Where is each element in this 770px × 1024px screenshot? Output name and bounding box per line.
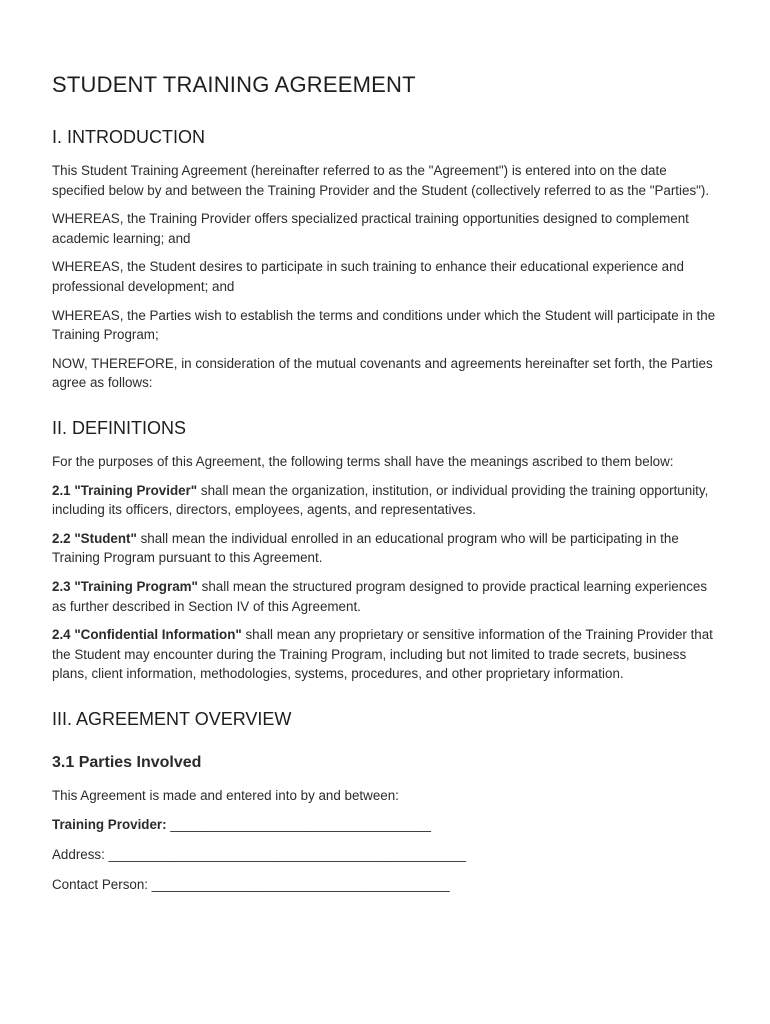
training-provider-field: [52, 815, 722, 835]
document-content: [52, 70, 722, 894]
document-title: STUDENT TRAINING AGREEMENT: [52, 72, 416, 97]
whereas-paragraph-2: WHEREAS, the Student desires to participate in such training to enhance their educational experience and professional development; and: [52, 259, 684, 294]
definition-term: 2.1 "Training Provider": [52, 482, 198, 498]
definitions-intro: For the purposes of this Agreement, the following terms shall have the meanings ascribed to them below:: [52, 453, 674, 469]
definition-term: 2.4 "Confidential Information": [52, 627, 242, 643]
definition-training-provider: [52, 481, 722, 520]
section-heading-definitions: II. DEFINITIONS: [52, 417, 187, 438]
subsection-heading-parties-involved: 3.1 Parties Involved: [52, 753, 202, 771]
whereas-paragraph-1: WHEREAS, the Training Provider offers specialized practical training opportunities designed to complement academic learning; and: [52, 211, 689, 246]
definition-text: shall mean the organization, institution, or individual providing the training opportunity, including its officers, directors, employees, agents, and representatives.: [52, 482, 709, 518]
definition-student: [52, 529, 722, 568]
section-heading-introduction: I. INTRODUCTION: [52, 127, 205, 147]
address-field: [52, 845, 722, 865]
definition-text: shall mean the structured program designed to provide practical learning experiences as further described in Section IV of this Agreement.: [52, 578, 708, 614]
definition-training-program: [52, 577, 722, 616]
definition-text: shall mean any proprietary or sensitive information of the Training Provider that the Student may encounter during the Training Program, including but not limited to trade secrets, business plans, client information, methodologies, systems, procedures, and other proprietary information.: [52, 627, 713, 682]
training-provider-label: Training Provider:: [52, 817, 167, 833]
address-label: Address:: [52, 847, 105, 863]
section-heading-agreement-overview: III. AGREEMENT OVERVIEW: [52, 708, 292, 729]
contact-person-label: Contact Person:: [52, 876, 149, 892]
parties-intro: This Agreement is made and entered into by and between:: [52, 787, 399, 803]
address-blank: ________________________________________________: [104, 847, 467, 863]
definition-confidential-information: [52, 625, 722, 684]
definition-term: 2.2 "Student": [52, 530, 137, 546]
contact-person-blank: ________________________________________: [148, 876, 450, 892]
intro-paragraph: This Student Training Agreement (hereinafter referred to as the "Agreement") is entered into on the date specified below by and between the Training Provider and the Student (collectively referred to as the "Parties").: [52, 163, 710, 198]
contact-person-field: [52, 875, 722, 895]
definition-text: shall mean the individual enrolled in an educational program who will be participating in the Training Program pursuant to this Agreement.: [52, 530, 679, 566]
whereas-paragraph-3: WHEREAS, the Parties wish to establish the terms and conditions under which the Student will participate in the Training Program;: [52, 307, 716, 343]
training-provider-blank: ___________________________________: [166, 817, 431, 833]
definition-term: 2.3 "Training Program": [52, 578, 198, 594]
now-therefore-paragraph: NOW, THEREFORE, in consideration of the mutual covenants and agreements hereinafter set forth, the Parties agree as follows:: [52, 355, 713, 391]
